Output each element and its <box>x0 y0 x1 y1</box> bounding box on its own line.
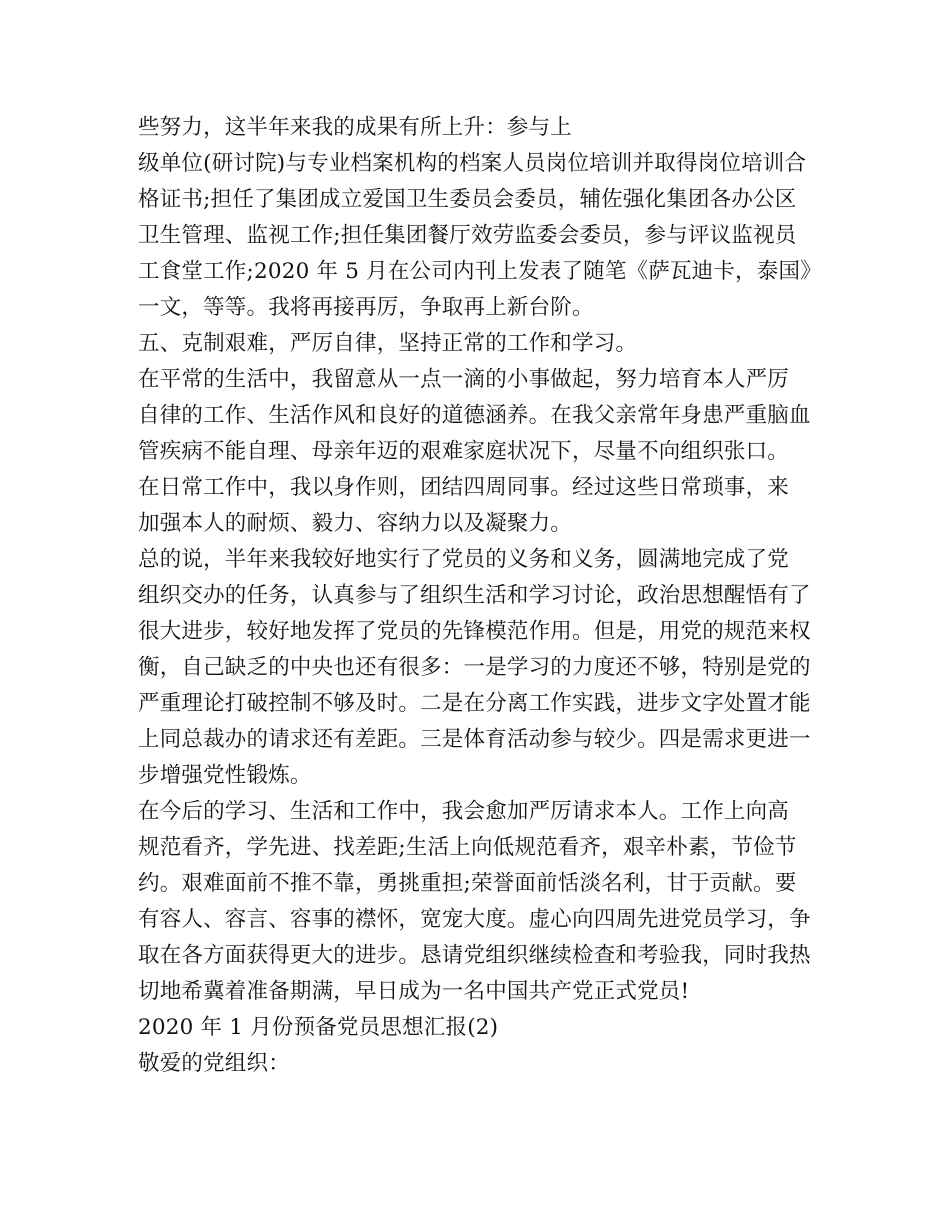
text-line: 取在各方面获得更大的进步。恳请党组织继续检查和考验我，同时我热 <box>138 943 811 968</box>
document-title: 2020 年 1 月份预备党员思想汇报(2) <box>138 1015 499 1040</box>
text-line: 格证书;担任了集团成立爱国卫生委员会委员，辅佐强化集团各办公区 <box>138 187 797 212</box>
text-line: 切地希冀着准备期满，早日成为一名中国共产党正式党员! <box>138 979 690 1004</box>
text-line: 工食堂工作;2020 年 5 月在公司内刊上发表了随笔《萨瓦迪卡，泰国》 <box>138 259 822 284</box>
text-line: 级单位(研讨院)与专业档案机构的档案人员岗位培训并取得岗位培训合 <box>138 151 807 176</box>
text-line: 卫生管理、监视工作;担任集团餐厅效劳监委会委员，参与评议监视员 <box>138 223 797 248</box>
text-line: 自律的工作、生活作风和良好的道德涵养。在我父亲常年身患严重脑血 <box>138 403 811 428</box>
text-line: 在今后的学习、生活和工作中，我会愈加严厉请求本人。工作上向高 <box>138 799 790 824</box>
text-line: 上同总裁办的请求还有差距。三是体育活动参与较少。四是需求更进一 <box>138 727 811 752</box>
text-line: 些努力，这半年来我的成果有所上升：参与上 <box>138 115 573 140</box>
text-line: 加强本人的耐烦、毅力、容纳力以及凝聚力。 <box>138 511 573 536</box>
text-line: 有容人、容言、容事的襟怀，宽宠大度。虚心向四周先进党员学习，争 <box>138 907 811 932</box>
text-line: 总的说，半年来我较好地实行了党员的义务和义务，圆满地完成了党 <box>138 547 790 572</box>
salutation: 敬爱的党组织： <box>138 1051 290 1076</box>
text-line: 步增强党性锻炼。 <box>138 763 312 788</box>
text-line: 约。艰难面前不推不靠，勇挑重担;荣誉面前恬淡名利，甘于贡献。要 <box>138 871 797 896</box>
section-heading: 五、克制艰难，严厉自律，坚持正常的工作和学习。 <box>138 331 638 356</box>
text-line: 规范看齐，学先进、找差距;生活上向低规范看齐，艰辛朴素，节俭节 <box>138 835 797 860</box>
text-line: 严重理论打破控制不够及时。二是在分离工作实践，进步文字处置才能 <box>138 691 811 716</box>
text-line: 管疾病不能自理、母亲年迈的艰难家庭状况下，尽量不向组织张口。 <box>138 439 790 464</box>
text-line: 一文，等等。我将再接再厉，争取再上新台阶。 <box>138 295 594 320</box>
text-line: 在日常工作中，我以身作则，团结四周同事。经过这些日常琐事，来 <box>138 475 790 500</box>
text-line: 衡，自己缺乏的中央也还有很多：一是学习的力度还不够，特别是党的 <box>138 655 811 680</box>
text-line: 在平常的生活中，我留意从一点一滴的小事做起，努力培育本人严厉 <box>138 367 790 392</box>
text-line: 很大进步，较好地发挥了党员的先锋模范作用。但是，用党的规范来权 <box>138 619 811 644</box>
text-line: 组织交办的任务，认真参与了组织生活和学习讨论，政治思想醒悟有了 <box>138 583 811 608</box>
